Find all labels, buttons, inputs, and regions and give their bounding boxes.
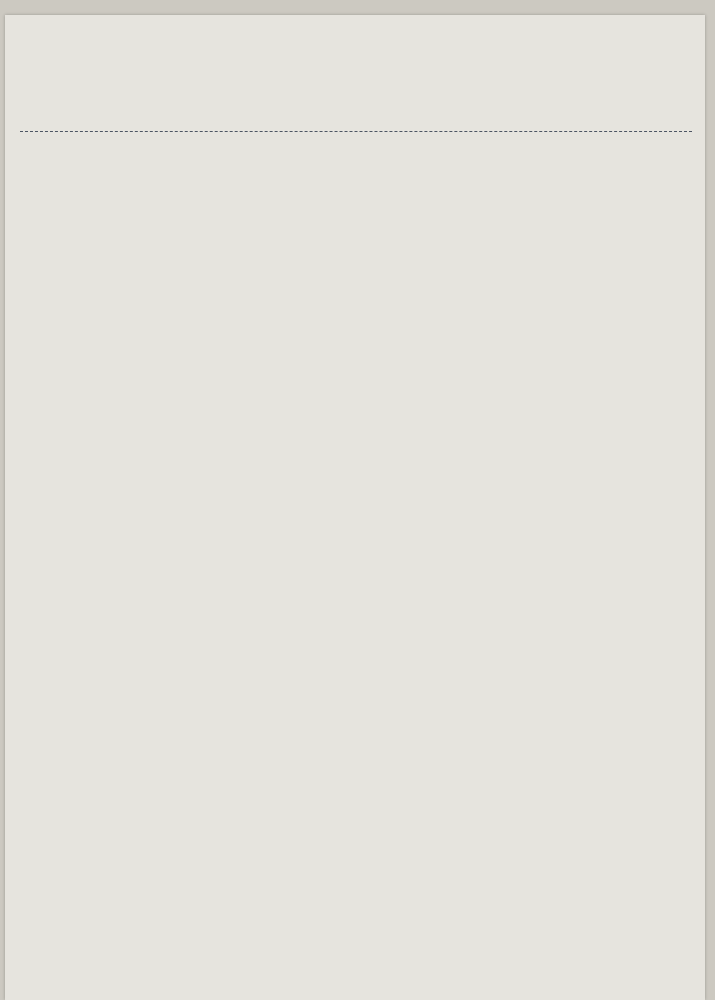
- document-sheet: [5, 15, 705, 1000]
- heading-line: [0, 137, 715, 152]
- section-divider: [20, 131, 692, 132]
